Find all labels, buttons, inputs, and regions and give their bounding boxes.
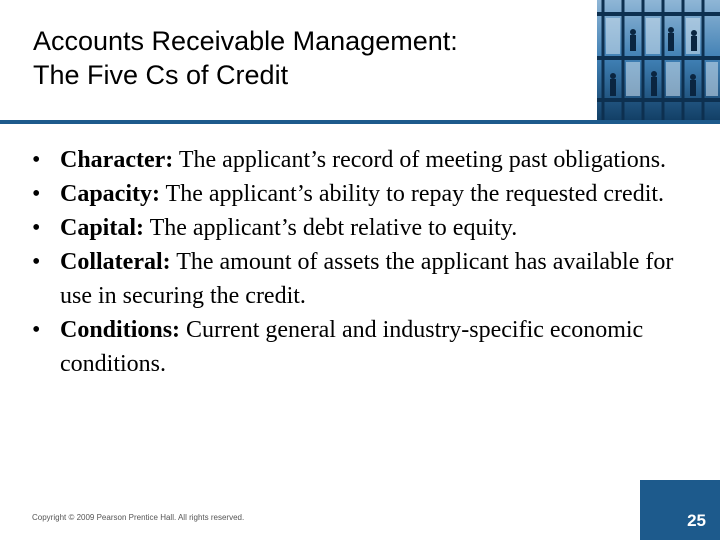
list-item [30, 313, 700, 381]
bullet-term: Capacity: [60, 181, 160, 207]
bullet-icon: • [32, 215, 41, 241]
bullet-list [30, 143, 700, 381]
list-item [30, 245, 700, 313]
copyright-notice: Copyright © 2009 Pearson Prentice Hall. All rights reserved. [32, 513, 245, 522]
bullet-term: Collateral: [60, 249, 171, 275]
bullet-icon: • [32, 249, 41, 275]
bullet-text: The applicant’s debt relative to equity. [144, 215, 518, 241]
title-line-2: The Five Cs of Credit [33, 60, 289, 90]
office-windows-photo-icon [597, 0, 720, 120]
bullet-text: The applicant’s ability to repay the requested credit. [159, 181, 665, 207]
bullet-text: The applicant’s record of meeting past obligations. [173, 147, 667, 173]
page-number: 25 [687, 511, 706, 530]
bullet-term: Character: [60, 147, 174, 173]
bullet-term: Capital: [60, 215, 144, 241]
header-divider [0, 120, 720, 124]
bullet-icon: • [32, 147, 41, 173]
list-item [30, 143, 700, 177]
title-line-1: Accounts Receivable Management: [33, 26, 458, 56]
slide-title [33, 24, 593, 92]
bullet-text: The amount of assets the applicant has available for use in securing the credit. [60, 249, 674, 309]
list-item [30, 177, 700, 211]
list-item [30, 211, 700, 245]
bullet-icon: • [32, 317, 41, 343]
bullet-term: Conditions: [60, 317, 181, 343]
bullet-text: Current general and industry-specific economic conditions. [60, 317, 644, 377]
page-number-box [640, 480, 720, 540]
bullet-icon: • [32, 181, 41, 207]
